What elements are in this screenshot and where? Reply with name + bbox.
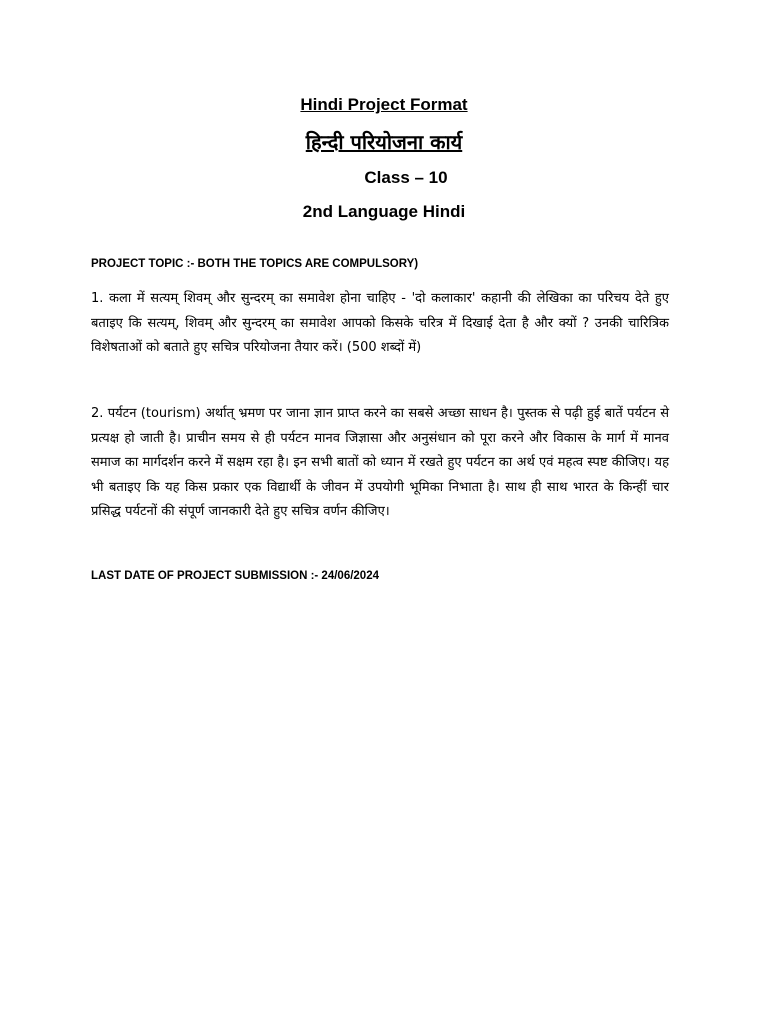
topic-one-paragraph: 1. कला में सत्यम् शिवम् और सुन्दरम् का समावेश होना चाहिए - 'दो कलाकार' कहानी की लेखिका का परिचय देते हुए बताइए कि सत्यम्, शिवम् और सुन्दरम् का समावेश आपको किसके चरित्र में दिखाई देता है और क्यों ? उनकी चारित्रिक विशेषताओं को बताते हुए सचित्र परियोजना तैयार करें। (500 शब्दों में)	[91, 291, 669, 355]
title-hindi: हिन्दी परियोजना कार्य	[305, 130, 463, 154]
subject-heading: 2nd Language Hindi	[302, 202, 466, 221]
topic-two-paragraph: 2. पर्यटन (tourism) अर्थात् भ्रमण पर जाना ज्ञान प्राप्त करने का सबसे अच्छा साधन है। पुस्तक से पढ़ी हुई बातें पर्यटन से प्रत्यक्ष हो जाती है। प्राचीन समय से ही पर्यटन मानव जिज्ञासा और अनुसंधान को पूरा करने और विकास के मार्ग में मानव समाज का मार्गदर्शन करने में सक्षम रहा है। इन सभी बातों को ध्यान में रखते हुए पर्यटन का अर्थ एवं महत्व स्पष्ट कीजिए। यह भी बताइए कि यह किस प्रकार एक विद्यार्थी के जीवन में उपयोगी भूमिका निभाता है। साथ ही साथ भारत के किन्हीं चार प्रसिद्ध पर्यटनों की संपूर्ण जानकारी देते हुए सचित्र वर्णन कीजिए।	[91, 406, 669, 519]
title-english: Hindi Project Format	[300, 95, 468, 114]
class-heading: Class – 10	[364, 168, 448, 187]
project-topic-label: PROJECT TOPIC :- BOTH THE TOPICS ARE COMPULSORY)	[91, 258, 419, 270]
last-date-label: LAST DATE OF PROJECT SUBMISSION :- 24/06/2024	[91, 570, 379, 582]
